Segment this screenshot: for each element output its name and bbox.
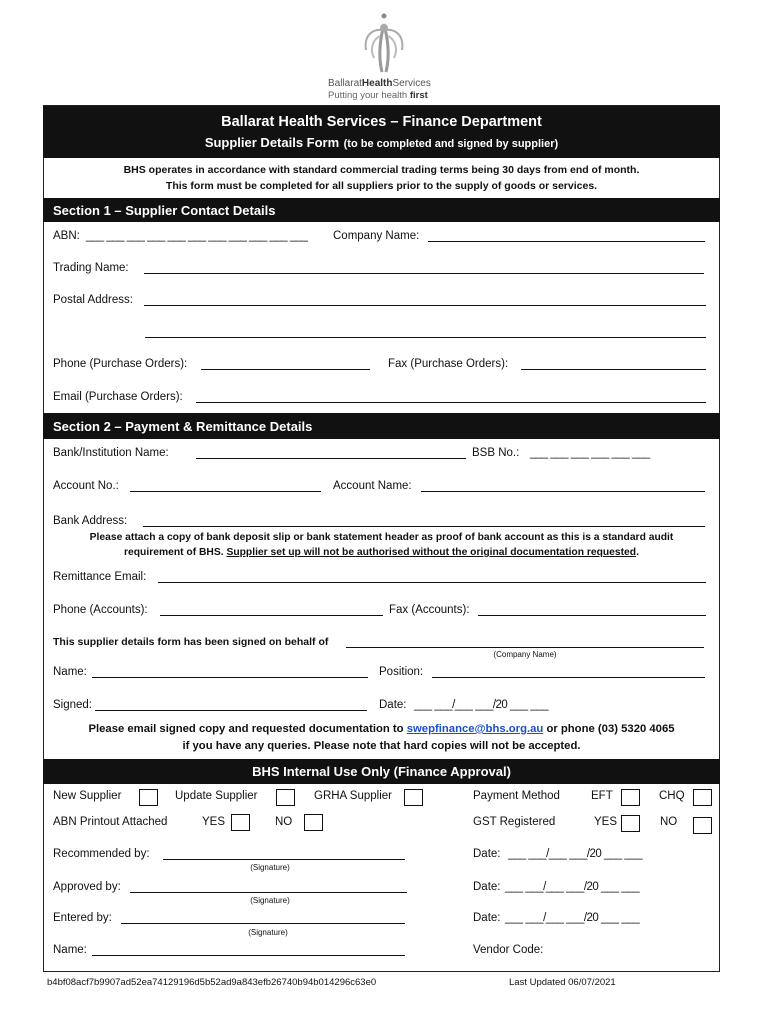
logo-tagline-1: Putting your health (328, 90, 408, 101)
fax-accounts-label: Fax (Accounts): (389, 604, 470, 616)
recommended-by-label: Recommended by: (53, 848, 150, 860)
logo-name-3: Services (392, 78, 431, 89)
subtitle-main: Supplier Details Form (204, 135, 340, 150)
phone-accounts-field[interactable] (160, 615, 383, 616)
signed-label: Signed: (53, 699, 93, 711)
intro-line-1: BHS operates in accordance with standard commercial trading terms being 30 days from end of month. (123, 164, 640, 176)
entered-signature-caption: (Signature) (248, 928, 288, 937)
logo (320, 10, 450, 105)
section2-header (43, 413, 720, 439)
update-supplier-checkbox[interactable] (276, 789, 295, 806)
signed-behalf-label: This supplier details form has been signed on behalf of (53, 636, 329, 648)
email-po-field[interactable] (196, 402, 706, 403)
email-po-label: Email (Purchase Orders): (53, 391, 183, 403)
logo-name-2: Health (361, 78, 393, 89)
bank-proof-note-2 (50, 547, 713, 558)
position-label: Position: (379, 666, 424, 678)
gst-yes-checkbox[interactable] (621, 815, 640, 832)
signed-behalf-company-field[interactable] (346, 647, 704, 648)
fax-accounts-field[interactable] (478, 615, 706, 616)
bhs-logo-icon (320, 10, 450, 80)
postal-address-field-2[interactable] (145, 337, 706, 338)
chq-checkbox[interactable] (693, 789, 712, 806)
eft-checkbox[interactable] (621, 789, 640, 806)
grha-supplier-label: GRHA Supplier (314, 790, 392, 802)
gst-no-checkbox[interactable] (693, 817, 712, 834)
eft-label: EFT (591, 790, 613, 802)
fax-po-label: Fax (Purchase Orders): (388, 358, 509, 370)
trading-name-field[interactable] (144, 273, 704, 274)
remittance-email-label: Remittance Email: (53, 571, 147, 583)
approved-by-field[interactable] (130, 892, 407, 893)
form-subtitle (43, 134, 720, 152)
entered-by-field[interactable] (121, 923, 405, 924)
gst-registered-label: GST Registered (473, 816, 556, 828)
abn-yes-checkbox[interactable] (231, 814, 250, 831)
phone-accounts-label: Phone (Accounts): (53, 604, 148, 616)
date-label: Date: (379, 699, 407, 711)
logo-name-1: Ballarat (328, 78, 362, 89)
company-name-caption: (Company Name) (493, 650, 557, 659)
signed-field[interactable] (95, 710, 367, 711)
gst-yes-label: YES (594, 816, 618, 828)
bank-name-field[interactable] (196, 458, 466, 459)
account-name-label: Account Name: (333, 480, 412, 492)
payment-method-label: Payment Method (473, 790, 560, 802)
approved-date-field[interactable]: ___ ___/___ ___/20 ___ ___ (505, 881, 640, 893)
approved-signature-caption: (Signature) (250, 896, 290, 905)
approved-date-label: Date: (473, 881, 501, 893)
section1-title: Section 1 – Supplier Contact Details (53, 203, 276, 218)
bank-address-label: Bank Address: (53, 515, 128, 527)
date-field[interactable]: ___ ___/___ ___/20 ___ ___ (414, 699, 549, 711)
abn-yes-label: YES (202, 816, 226, 828)
form-title: Ballarat Health Services – Finance Department (221, 114, 542, 130)
header-bar (43, 106, 720, 158)
email-note-1 (43, 723, 720, 735)
name-label: Name: (53, 666, 87, 678)
chq-label: CHQ (659, 790, 685, 802)
abn-label: ABN: (53, 230, 80, 242)
update-supplier-label: Update Supplier (175, 790, 258, 802)
vendor-code-label: Vendor Code: (473, 944, 544, 956)
bank-proof-note-2c: . (636, 547, 639, 558)
finance-email-link[interactable]: swepfinance@bhs.org.au (406, 723, 544, 735)
abn-no-checkbox[interactable] (304, 814, 323, 831)
subtitle-note: (to be completed and signed by supplier) (343, 138, 559, 150)
bank-address-field[interactable] (143, 526, 705, 527)
bsb-label: BSB No.: (472, 447, 520, 459)
email-note-text-b: or phone (03) 5320 4065 (546, 723, 675, 735)
abn-printout-label: ABN Printout Attached (53, 816, 168, 828)
last-updated: Last Updated 06/07/2021 (509, 977, 616, 988)
internal-title: BHS Internal Use Only (Finance Approval) (252, 764, 511, 779)
position-field[interactable] (432, 677, 705, 678)
gst-no-label: NO (660, 816, 678, 828)
section1-header (43, 198, 720, 222)
bank-proof-note-2b: Supplier set up will not be authorised without the original documentation requested (226, 547, 637, 558)
bank-name-label: Bank/Institution Name: (53, 447, 169, 459)
remittance-email-field[interactable] (158, 582, 706, 583)
bank-proof-note-1: Please attach a copy of bank deposit slip or bank statement header as proof of bank account as this is a standard audit (89, 532, 674, 543)
bank-proof-note-2a: requirement of BHS. (124, 547, 224, 558)
company-name-label: Company Name: (333, 230, 420, 242)
account-name-field[interactable] (421, 491, 705, 492)
email-note-2: if you have any queries. Please note that hard copies will not be accepted. (182, 740, 581, 752)
document-id: b4bf08acf7b9907ad52ea74129196d5b52ad9a843efb26740b94b014296c63e0 (47, 977, 377, 988)
account-no-field[interactable] (130, 491, 321, 492)
phone-po-field[interactable] (201, 369, 370, 370)
fax-po-field[interactable] (521, 369, 706, 370)
postal-address-field-1[interactable] (144, 305, 706, 306)
entered-date-label: Date: (473, 912, 501, 924)
email-note-text-a: Please email signed copy and requested documentation to (88, 723, 404, 735)
postal-address-label: Postal Address: (53, 294, 133, 306)
bsb-field[interactable]: ___ ___ ___ ___ ___ ___ (530, 447, 650, 459)
entered-date-field[interactable]: ___ ___/___ ___/20 ___ ___ (505, 912, 640, 924)
abn-field[interactable]: ___ ___ ___ ___ ___ ___ ___ ___ ___ ___ ___ (86, 230, 308, 242)
section2-title: Section 2 – Payment & Remittance Details (53, 419, 313, 434)
grha-supplier-checkbox[interactable] (404, 789, 423, 806)
approved-by-label: Approved by: (53, 881, 121, 893)
intro-line-2: This form must be completed for all suppliers prior to the supply of goods or services. (165, 180, 598, 192)
new-supplier-label: New Supplier (53, 790, 122, 802)
abn-no-label: NO (275, 816, 293, 828)
recommended-date-label: Date: (473, 848, 501, 860)
entered-by-label: Entered by: (53, 912, 112, 924)
company-name-field[interactable] (428, 241, 705, 242)
internal-name-label: Name: (53, 944, 87, 956)
name-field[interactable] (92, 677, 368, 678)
internal-header (43, 759, 720, 784)
recommended-signature-caption: (Signature) (250, 863, 290, 872)
new-supplier-checkbox[interactable] (139, 789, 158, 806)
trading-name-label: Trading Name: (53, 262, 129, 274)
phone-po-label: Phone (Purchase Orders): (53, 358, 188, 370)
recommended-date-field[interactable]: ___ ___/___ ___/20 ___ ___ (508, 848, 643, 860)
logo-tagline-2: first (409, 90, 428, 101)
recommended-by-field[interactable] (163, 859, 405, 860)
internal-name-field[interactable] (92, 955, 405, 956)
account-no-label: Account No.: (53, 480, 119, 492)
